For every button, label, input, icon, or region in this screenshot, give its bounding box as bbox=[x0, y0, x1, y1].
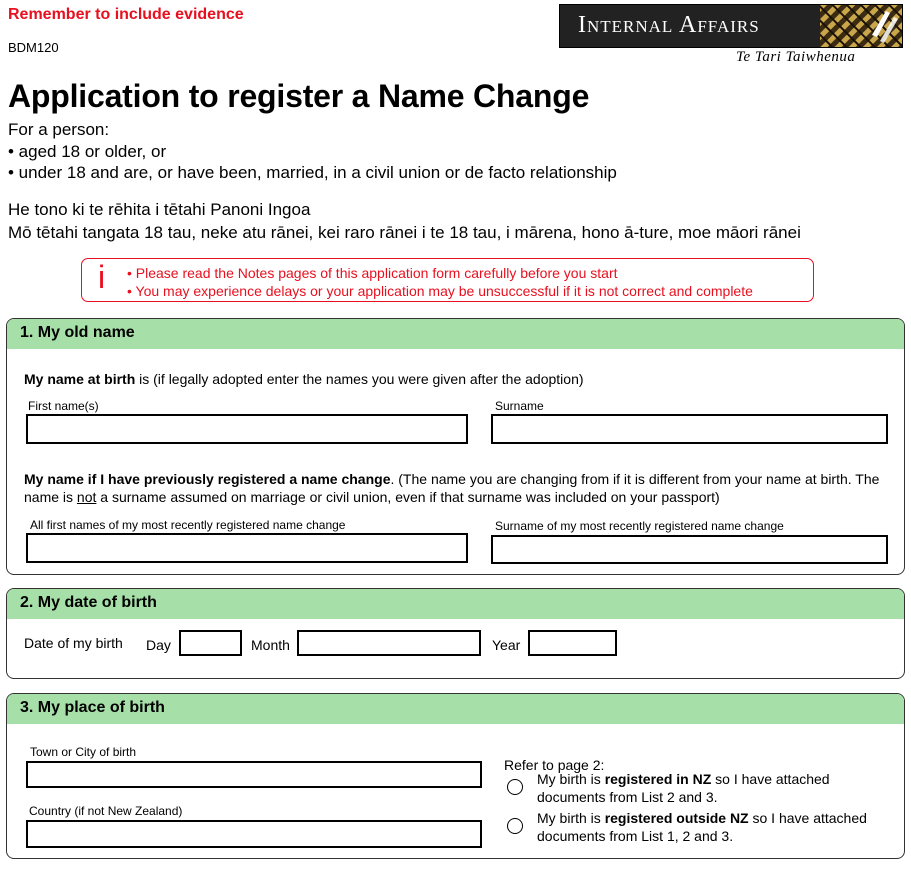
previous-name-rest-2: a surname assumed on marriage or civil union, even if that surname was included on your passport) bbox=[96, 489, 720, 505]
intro-bullet: • aged 18 or older, or bbox=[8, 141, 167, 161]
intro-for-a-person: For a person: bbox=[8, 120, 110, 139]
town-label: Town or City of birth bbox=[30, 745, 137, 759]
prev-surname-input[interactable] bbox=[491, 535, 888, 564]
prev-surname-label: Surname of my most recently registered name change bbox=[495, 519, 784, 533]
refer-to-page: Refer to page 2: bbox=[504, 757, 605, 773]
previous-name-instruction bbox=[24, 470, 890, 506]
surname-label: Surname bbox=[495, 399, 544, 413]
form-code: BDM120 bbox=[8, 40, 59, 55]
evidence-reminder: Remember to include evidence bbox=[8, 6, 244, 23]
section-place-of-birth bbox=[6, 693, 905, 859]
month-input[interactable] bbox=[297, 630, 481, 656]
section-header bbox=[7, 319, 904, 349]
registered-in-nz-radio[interactable] bbox=[507, 779, 523, 795]
logo-subtitle: Te Tari Taiwhenua bbox=[736, 49, 856, 65]
section-title: 1. My old name bbox=[20, 324, 135, 341]
section-old-name bbox=[6, 318, 905, 575]
country-input[interactable] bbox=[26, 820, 482, 848]
month-label: Month bbox=[251, 637, 290, 653]
section-header bbox=[7, 589, 904, 619]
notice-lines bbox=[127, 264, 753, 300]
intro-bullet: • under 18 and are, or have been, married, in a civil union or de facto relationship bbox=[8, 163, 617, 182]
date-of-birth-label: Date of my birth bbox=[24, 635, 123, 651]
intro-text bbox=[8, 119, 617, 184]
page-title: Application to register a Name Change bbox=[8, 78, 590, 114]
info-icon: i bbox=[98, 259, 106, 295]
section-title: 2. My date of birth bbox=[20, 594, 157, 611]
option-text: so I have attached documents from List 1, 2 and 3. bbox=[537, 810, 867, 844]
first-names-label: First name(s) bbox=[28, 399, 99, 413]
notice-line: • You may experience delays or your application may be unsuccessful if it is not correct and complete bbox=[127, 283, 753, 299]
option-text: My birth is bbox=[537, 810, 605, 826]
birth-name-rest: is (if legally adopted enter the names you were given after the adoption) bbox=[135, 371, 584, 387]
maori-subtitle: Mō tētahi tangata 18 tau, neke atu rānei, kei raro rānei i te 18 tau, i mārena, hono ā-ture, moe māori rānei bbox=[8, 223, 801, 242]
prev-first-names-input[interactable] bbox=[26, 533, 468, 563]
option-text: My birth is bbox=[537, 771, 605, 787]
day-label: Day bbox=[146, 637, 171, 653]
birth-name-bold: My name at birth bbox=[24, 371, 136, 387]
logo-text: Internal Affairs bbox=[578, 12, 760, 38]
option-bold: registered in NZ bbox=[604, 771, 712, 787]
first-names-input[interactable] bbox=[26, 414, 468, 444]
internal-affairs-logo bbox=[559, 4, 903, 48]
previous-name-rest: . (The name you are changing from if it is different from your name at birth. The name is bbox=[24, 471, 880, 505]
section-title: 3. My place of birth bbox=[20, 699, 165, 716]
town-input[interactable] bbox=[26, 761, 482, 788]
surname-input[interactable] bbox=[491, 414, 888, 444]
day-input[interactable] bbox=[179, 630, 242, 656]
section-header bbox=[7, 694, 904, 724]
prev-first-names-label: All first names of my most recently registered name change bbox=[30, 518, 346, 532]
registered-outside-nz-radio[interactable] bbox=[507, 818, 523, 834]
notice-line: • Please read the Notes pages of this application form carefully before you start bbox=[127, 265, 618, 281]
option-text: so I have attached documents from List 2 and 3. bbox=[537, 771, 830, 805]
important-notice bbox=[81, 258, 814, 302]
option-bold: registered outside NZ bbox=[604, 810, 749, 826]
country-label: Country (if not New Zealand) bbox=[29, 804, 183, 818]
previous-name-bold: My name if I have previously registered a name change bbox=[24, 471, 391, 487]
year-input[interactable] bbox=[528, 630, 617, 656]
weave-pattern-icon bbox=[820, 5, 902, 47]
birth-name-instruction bbox=[24, 370, 584, 388]
section-date-of-birth bbox=[6, 588, 905, 679]
registered-outside-nz-label bbox=[537, 809, 887, 845]
year-label: Year bbox=[492, 637, 521, 653]
not-emphasis: not bbox=[76, 489, 97, 505]
registered-in-nz-label bbox=[537, 770, 857, 806]
maori-title: He tono ki te rēhita i tētahi Panoni Ingoa bbox=[8, 200, 311, 219]
